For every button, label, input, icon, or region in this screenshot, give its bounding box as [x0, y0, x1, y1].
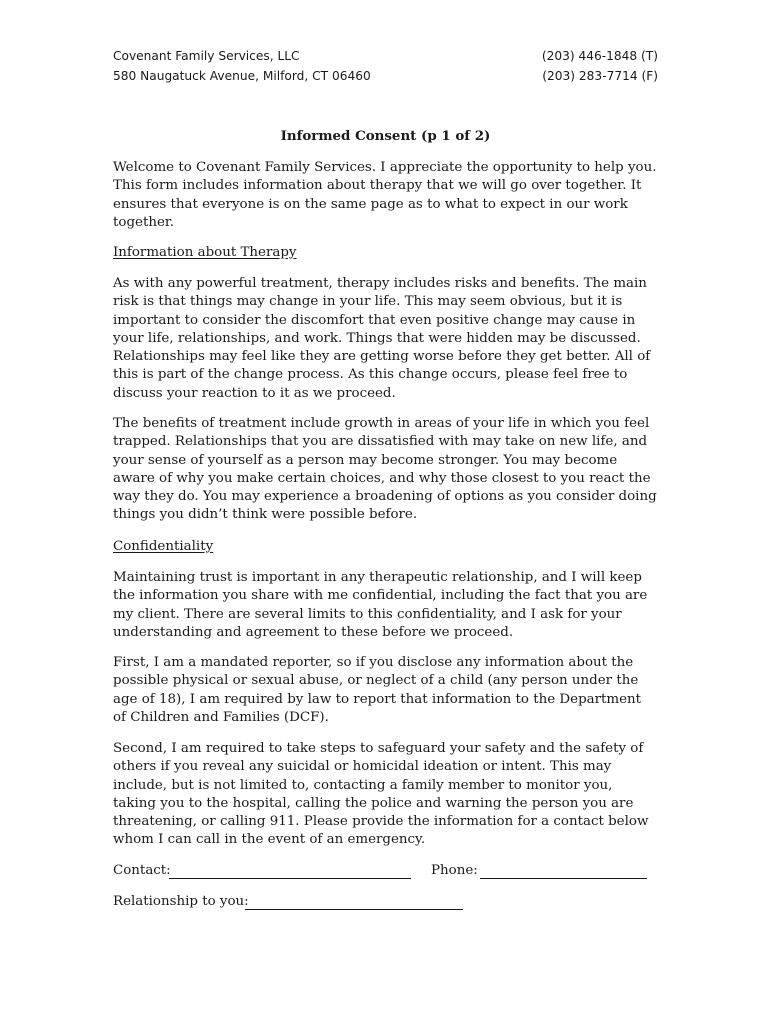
document-title: Informed Consent (p 1 of 2) — [280, 128, 491, 144]
consent-page — [113, 0, 658, 1024]
relationship-row — [113, 893, 658, 913]
therapy-benefits-paragraph: The benefits of treatment include growth in areas of your life in which you feel trapped. Relationships that you are dissatisfied with may take on new life, and your sense of yourself as a person may become stronger. You may become aware of why you make certain choices, and why those closest to you react the way they do. You may experience a broadening of options as you consider doing things you didn’t think were possible before. — [113, 416, 657, 523]
contact-field[interactable] — [169, 878, 411, 879]
fax-number: (203) 283-7714 (F) — [542, 69, 658, 83]
header-line-1 — [113, 46, 658, 66]
phone-number: (203) 446-1848 (T) — [541, 49, 658, 63]
relationship-field[interactable] — [245, 909, 463, 910]
therapy-risks-paragraph: As with any powerful treatment, therapy includes risks and benefits. The main risk is that things may change in your life. This may seem obvious, but it is important to consider the discomfort that even positive change may cause in your life, relationships, and work. Things that were hidden may be discussed. Relationships may feel like they are getting worse before they get better. All of this is part of the change process. As this change occurs, please feel free to discuss your reaction to it as we proceed. — [113, 276, 651, 401]
phone-field[interactable] — [480, 878, 647, 879]
confidentiality-heading: Confidentiality — [113, 539, 214, 554]
org-name: Covenant Family Services, LLC — [113, 49, 300, 63]
therapy-heading: Information about Therapy — [113, 245, 297, 260]
phone-label: Phone: — [431, 863, 478, 878]
safety-paragraph: Second, I am required to take steps to safeguard your safety and the safety of others if you reveal any suicidal or homicidal ideation or intent. This may include, but is not limited to, contacting a family member to monitor you, taking you to the hospital, calling the police and warning the person you are threatening, or calling 911. Please provide the information for a contact below whom I can call in the event of an emergency. — [113, 741, 649, 848]
org-address: 580 Naugatuck Avenue, Milford, CT 06460 — [113, 69, 371, 83]
contact-label: Contact: — [113, 863, 171, 878]
contact-row — [113, 862, 658, 882]
mandated-reporter-paragraph: First, I am a mandated reporter, so if you disclose any information about the possible physical or sexual abuse, or neglect of a child (any person under the age of 18), I am required by law to report that information to the Department of Children and Families (DCF). — [113, 655, 642, 725]
confidentiality-intro-paragraph: Maintaining trust is important in any therapeutic relationship, and I will keep the information you share with me confidential, including the fact that you are my client. There are several limits to this confidentiality, and I ask for your understanding and agreement to these before we proceed. — [113, 570, 648, 640]
header-line-2 — [113, 66, 658, 86]
relationship-label: Relationship to you: — [113, 894, 249, 909]
intro-paragraph: Welcome to Covenant Family Services. I appreciate the opportunity to help you. This form includes information about therapy that we will go over together. It ensures that everyone is on the same page as to what to expect in our work together. — [113, 160, 657, 230]
